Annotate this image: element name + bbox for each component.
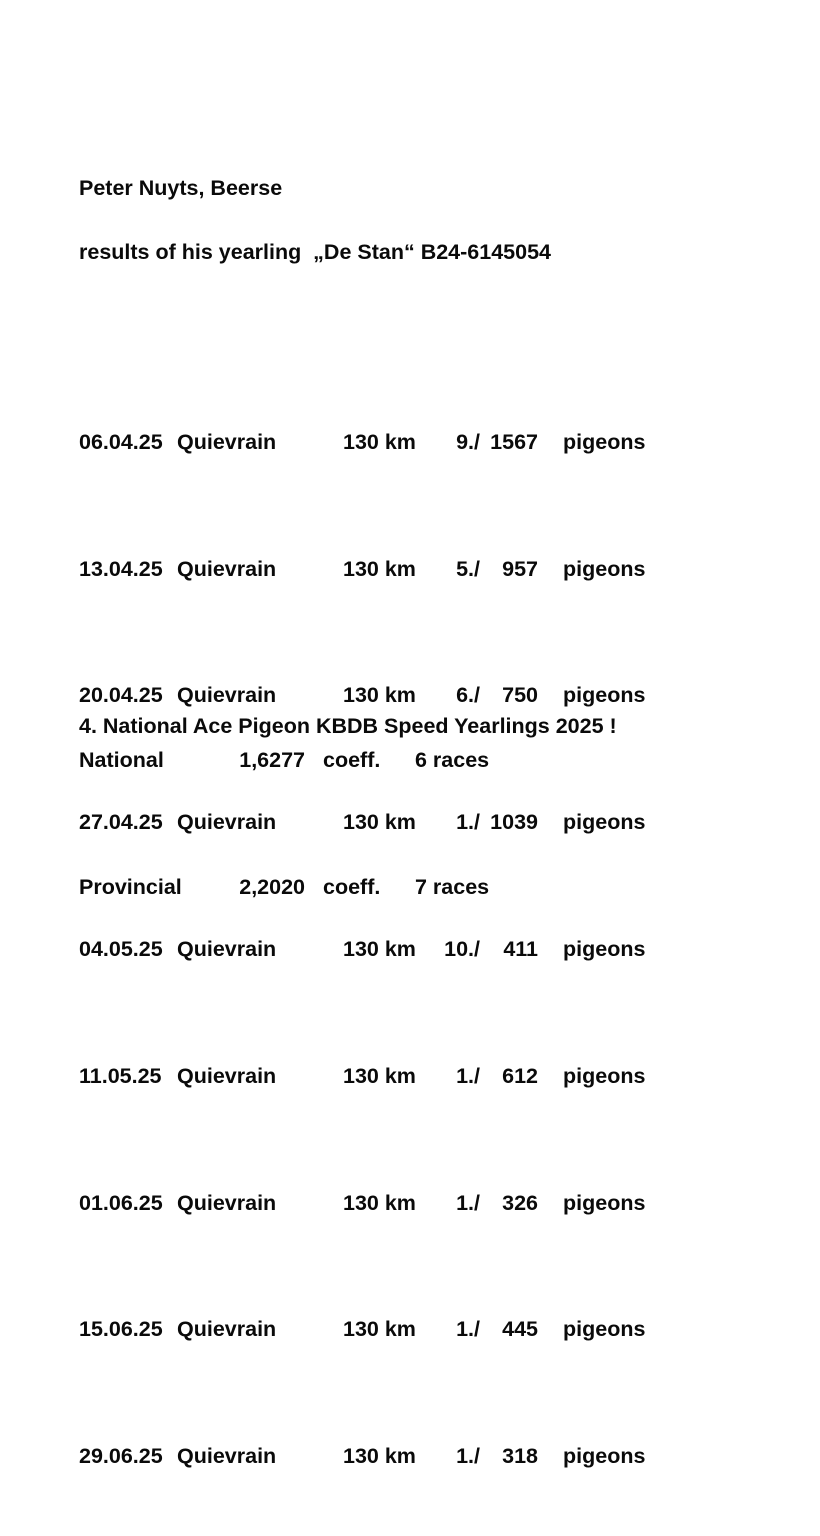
race-entrants: 612 (502, 1063, 538, 1088)
race-position: 1./ (456, 1444, 480, 1469)
author-line: Peter Nuyts, Beerse (79, 176, 283, 200)
race-result (433, 1188, 538, 1220)
race-result (433, 427, 538, 459)
race-position: 5./ (456, 556, 480, 581)
race-distance: 130 km (343, 1444, 416, 1469)
race-place: Quievrain (177, 937, 277, 961)
result-row (79, 554, 645, 586)
race-place: Quievrain (177, 556, 277, 581)
race-place: Quievrain (177, 1063, 277, 1088)
race-unit: pigeons (563, 1190, 646, 1215)
coefficient-value: 2,2020 (239, 874, 305, 899)
race-date: 27.04.25 (79, 810, 163, 835)
race-result (433, 554, 538, 586)
coefficient-value: 1,6277 (239, 747, 305, 772)
coefficient-label: National (79, 747, 164, 772)
race-unit: pigeons (563, 1317, 646, 1342)
race-date: 06.04.25 (79, 429, 163, 454)
result-row (79, 1314, 645, 1346)
coefficient-row (79, 745, 489, 777)
race-entrants: 318 (502, 1444, 538, 1469)
race-place: Quievrain (177, 810, 277, 835)
race-place: Quievrain (177, 1317, 277, 1342)
race-place: Quievrain (177, 683, 277, 708)
coefficient-races: 7 races (415, 874, 490, 899)
race-entrants: 445 (502, 1317, 538, 1342)
race-result (433, 1314, 538, 1346)
race-position: 1./ (456, 1317, 480, 1342)
race-date: 04.05.25 (79, 937, 163, 961)
race-place: Quievrain (177, 1190, 277, 1215)
race-distance: 130 km (343, 1063, 416, 1088)
achievement-line: 4. National Ace Pigeon KBDB Speed Yearlings 2025 ! (79, 714, 617, 738)
result-row (79, 1188, 645, 1220)
result-row (79, 1441, 645, 1473)
coefficient-unit: coeff. (323, 747, 381, 772)
race-distance: 130 km (343, 810, 416, 835)
race-unit: pigeons (563, 556, 646, 581)
race-unit: pigeons (563, 810, 646, 835)
race-distance: 130 km (343, 683, 416, 708)
coefficient-races: 6 races (415, 747, 490, 772)
coefficient-label: Provincial (79, 874, 182, 899)
result-row (79, 427, 645, 459)
result-row (79, 1061, 645, 1093)
race-unit: pigeons (563, 1063, 646, 1088)
race-place: Quievrain (177, 1444, 277, 1469)
race-entrants: 750 (502, 683, 538, 708)
race-date: 15.06.25 (79, 1317, 163, 1342)
race-entrants: 1567 (490, 429, 538, 454)
race-position: 9./ (456, 429, 480, 454)
race-unit: pigeons (563, 429, 646, 454)
coefficients-table (79, 618, 489, 967)
race-distance: 130 km (343, 937, 416, 961)
race-date: 01.06.25 (79, 1190, 163, 1215)
race-position: 1./ (456, 810, 480, 835)
race-unit: pigeons (563, 937, 646, 961)
race-date: 20.04.25 (79, 683, 163, 708)
race-entrants: 326 (502, 1190, 538, 1215)
race-date: 11.05.25 (79, 1063, 162, 1088)
race-position: 1./ (456, 1190, 480, 1215)
race-entrants: 1039 (490, 810, 538, 835)
race-entrants: 957 (502, 556, 538, 581)
race-unit: pigeons (563, 683, 646, 708)
race-distance: 130 km (343, 1190, 416, 1215)
race-entrants: 411 (503, 937, 538, 961)
subtitle-line: results of his yearling „De Stan“ B24-6145054 (79, 240, 552, 264)
race-place: Quievrain (177, 429, 277, 454)
race-date: 13.04.25 (79, 556, 163, 581)
race-distance: 130 km (343, 429, 416, 454)
race-unit: pigeons (563, 1444, 646, 1469)
race-result (433, 1441, 538, 1473)
coefficient-row (79, 872, 489, 904)
race-distance: 130 km (343, 1317, 416, 1342)
coefficient-unit: coeff. (323, 874, 381, 899)
race-position: 10./ (444, 937, 480, 961)
race-distance: 130 km (343, 556, 416, 581)
race-position: 6./ (456, 683, 480, 708)
race-result (433, 1061, 538, 1093)
race-position: 1./ (456, 1063, 480, 1088)
race-date: 29.06.25 (79, 1444, 163, 1469)
